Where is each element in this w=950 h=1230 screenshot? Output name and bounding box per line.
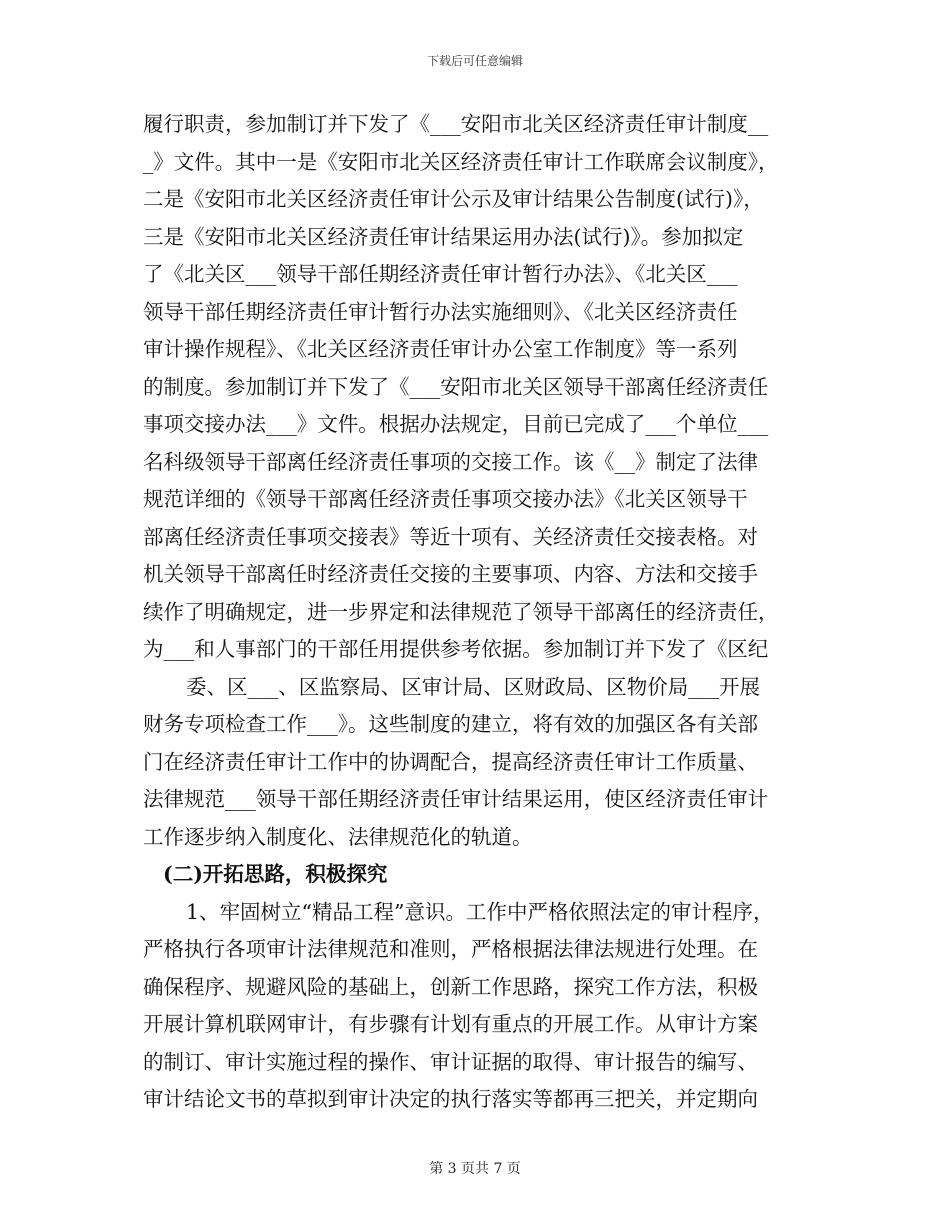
text-line: 三是《安阳市北关区经济责任审计结果运用办法(试行)》。参加拟定 [143,224,744,249]
text-line: 事项交接办法___》文件。根据办法规定，目前已完成了___个单位___ [143,412,769,436]
text-line: 领导干部任期经济责任审计暂行办法实施细则》、《北关区经济责任 [143,299,738,324]
text-line: 了《北关区___领导干部任期经济责任审计暂行办法》、《北关区___ [143,262,738,286]
text-line: 工作逐步纳入制度化、法律规范化的轨道。 [143,824,533,849]
text-line: 二是《安阳市北关区经济责任审计公示及审计结果公告制度(试行)》， [143,187,764,211]
text-line: 财务专项检查工作___》。这些制度的建立，将有效的加强区各有关部 [143,712,758,736]
text-line: 规范详细的《领导干部离任经济责任事项交接办法》《北关区领导干 [143,487,748,511]
document-body [143,106,823,1119]
text-line: 履行职责，参加制订并下发了《___安阳市北关区经济责任审计制度__ [143,112,769,136]
text-line: 委、区___、区监察局、区审计局、区财政局、区物价局___开展 [186,674,760,699]
text-line: 续作了明确规定，进一步界定和法律规范了领导干部离任的经济责任， [143,599,779,624]
text-line: _》文件。其中一是《安阳市北关区经济责任审计工作联席会议制度》， [143,149,779,174]
section-heading: (二)开拓思路，积极探究 [163,862,388,886]
text-line: 名科级领导干部离任经济责任事项的交接工作。该《__》制定了法律 [143,449,758,474]
text-line: 1、牢固树立“精品工程”意识。工作中严格依照法定的审计程序， [186,899,774,924]
text-line: 审计操作规程》、《北关区经济责任审计办公室工作制度》等一系列 [143,337,738,361]
page-header: 下载后可任意编辑 [426,54,523,68]
text-line: 严格执行各项审计法律规范和准则，严格根据法律法规进行处理。在 [143,937,758,961]
text-line: 确保程序、规避风险的基础上，创新工作思路，探究工作方法，积极 [143,974,758,999]
text-line: 门在经济责任审计工作中的协调配合，提高经济责任审计工作质量、 [143,749,758,774]
text-line: 为___和人事部门的干部任用提供参考依据。参加制订并下发了《区纪 [143,637,769,661]
text-line: 开展计算机联网审计，有步骤有计划有重点的开展工作。从审计方案 [143,1012,758,1036]
page-number: 第 3 页共 7 页 [429,1161,521,1177]
text-line: 的制订、审计实施过程的操作、审计证据的取得、审计报告的编写、 [143,1049,758,1074]
text-line: 法律规范___领导干部任期经济责任审计结果运用，使区经济责任审计 [143,787,769,811]
text-line: 部离任经济责任事项交接表》等近十项有、关经济责任交接表格。对 [143,524,758,549]
text-line: 审计结论文书的草拟到审计决定的执行落实等都再三把关，并定期向 [143,1087,758,1111]
text-line: 的制度。参加制订并下发了《___安阳市北关区领导干部离任经济责任 [143,374,769,399]
text-line: 机关领导干部离任时经济责任交接的主要事项、内容、方法和交接手 [143,562,758,586]
